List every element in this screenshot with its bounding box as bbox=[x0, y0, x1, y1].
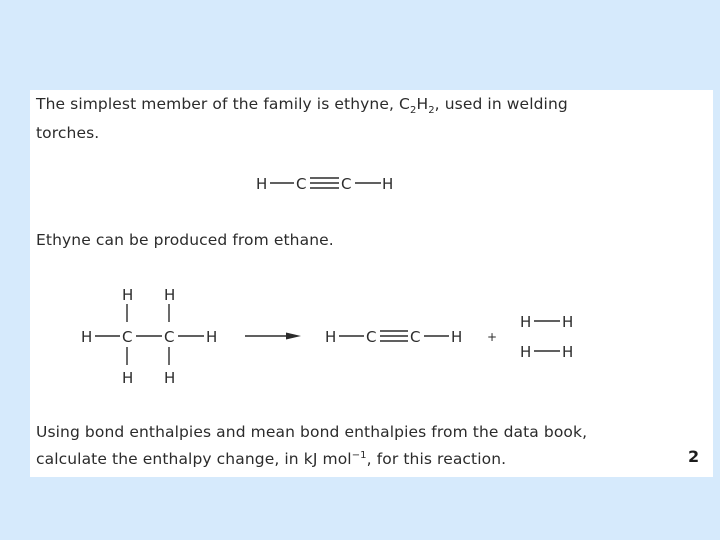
intro-text-end: , used in welding bbox=[434, 95, 568, 113]
question-line2-end: , for this reaction. bbox=[366, 450, 507, 469]
product-c-right: C bbox=[410, 328, 421, 346]
hydrogen-1-h-right: H bbox=[562, 313, 574, 331]
hydrogen-1-h-left: H bbox=[520, 313, 532, 331]
structural-diagrams bbox=[30, 90, 713, 477]
ethyne-atom-h-left: H bbox=[256, 175, 268, 193]
ethane-h-bottom-right: H bbox=[164, 369, 176, 387]
product-ethyne-structure bbox=[325, 328, 462, 346]
ethane-h-top-left: H bbox=[122, 286, 134, 304]
ethane-structure bbox=[81, 286, 217, 387]
product-h-right: H bbox=[451, 328, 463, 346]
product-c-left: C bbox=[366, 328, 377, 346]
question-line1: Using bond enthalpies and mean bond enthalpies from the data book, bbox=[36, 423, 588, 441]
ethane-c-right: C bbox=[164, 328, 175, 346]
question-paragraph bbox=[36, 421, 658, 471]
ethyne-atom-c-right: C bbox=[341, 175, 352, 193]
marks-value: 2 bbox=[688, 447, 700, 466]
reaction-arrow bbox=[245, 333, 301, 340]
ethane-h-right: H bbox=[206, 328, 218, 346]
intro-text-line2: torches. bbox=[36, 124, 100, 143]
plus-sign: + bbox=[487, 330, 498, 344]
hydrogen-molecules bbox=[520, 313, 573, 361]
ethyne-atom-h-right: H bbox=[382, 175, 394, 193]
hydrogen-2-h-left: H bbox=[520, 343, 532, 361]
intro-subscript-2: 2 bbox=[428, 105, 435, 117]
reaction-arrow-head bbox=[286, 333, 301, 340]
statement-text: Ethyne can be produced from ethane. bbox=[36, 231, 334, 249]
ethyne-atom-c-left: C bbox=[296, 175, 307, 193]
ethane-h-top-right: H bbox=[164, 286, 176, 304]
ethane-h-left: H bbox=[81, 328, 93, 346]
ethyne-structure bbox=[256, 175, 393, 193]
question-card bbox=[30, 90, 713, 477]
question-line2-start: calculate the enthalpy change, in kJ mol bbox=[36, 450, 352, 469]
question-superscript: −1 bbox=[351, 450, 367, 461]
hydrogen-2-h-right: H bbox=[562, 343, 574, 361]
intro-text: The simplest member of the family is ethyne, C bbox=[36, 95, 410, 113]
product-h-left: H bbox=[325, 328, 337, 346]
intro-subscript-1: 2 bbox=[409, 105, 417, 117]
intro-formula-h: H bbox=[416, 95, 429, 113]
ethane-h-bottom-left: H bbox=[122, 369, 134, 387]
ethane-c-left: C bbox=[122, 328, 133, 346]
